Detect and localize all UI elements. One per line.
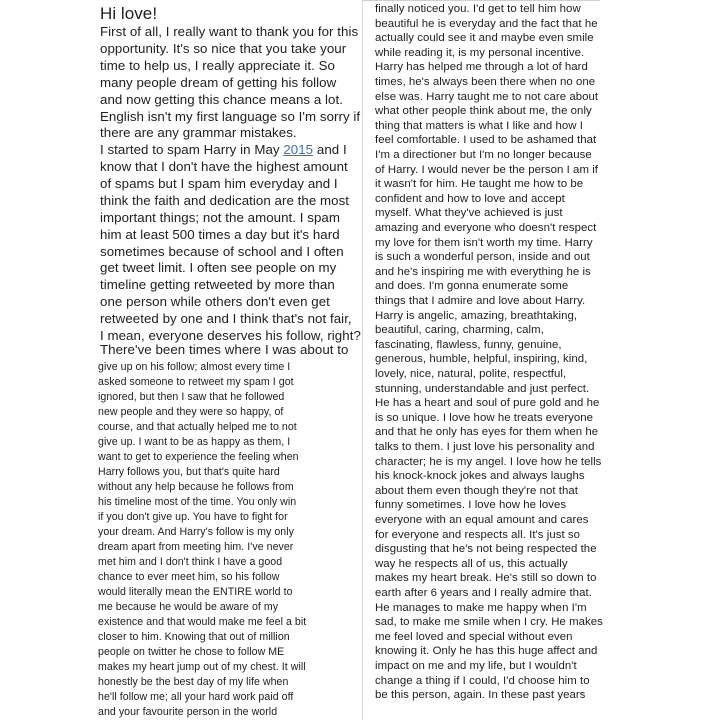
text-line: be this person, again. In these past years	[375, 689, 586, 702]
text-line: would literally mean the ENTIRE world to	[98, 586, 293, 598]
text-line: and your favourite person in the world	[98, 706, 278, 718]
text-line: I mean, everyone deserves his follow, right?	[100, 328, 361, 343]
text-line: course, and that actually helped me to not	[98, 421, 297, 433]
text-line: everyone with an equal amount and cares	[375, 514, 589, 526]
text-line: funny sometimes. I love how he loves	[375, 499, 567, 512]
text-line: dream apart from meeting him. I've never	[98, 541, 294, 553]
text-line: for everyone and respects all. It's just so	[375, 528, 581, 541]
text-line: actually could see it and maybe even smile	[375, 32, 594, 45]
text-line: there are any grammar mistakes.	[100, 125, 297, 141]
text-line: change a thing if I could, I'd choose him to	[375, 674, 590, 687]
text-line: confident and how to love and accept	[375, 192, 565, 205]
text-line: think the faith and dedication are the most	[100, 192, 350, 208]
text-line: sometimes because of school and I often	[100, 243, 344, 259]
text-line: important things; not the amount. I spam	[100, 209, 340, 225]
text-line: new people and they were so happy, of	[98, 406, 284, 418]
text-line: earth after 6 years and I really admire that.	[375, 587, 592, 599]
text-line: it wasn't for him. He taught me how to be	[375, 178, 584, 191]
text-line: and does. I'm gonna enumerate some	[375, 280, 569, 293]
text-line: sad, to make me smile when I cry. He makes	[375, 616, 603, 629]
right-column	[362, 0, 601, 720]
text-line: First of all, I really want to thank you for this	[100, 24, 359, 39]
text-line: beautiful, caring, charming, calm,	[375, 324, 544, 337]
text-line: stunning, understandable and just perfect.	[375, 382, 590, 395]
text-line: without any help because he follows from	[98, 481, 294, 493]
text-line: impact on me and my life, but I wouldn't	[375, 660, 577, 672]
text-line: way he respects all of us, this actually	[375, 557, 568, 570]
text-line: about them even though they're not that	[375, 484, 578, 497]
text-line: generous, humble, helpful, inspiring, kind,	[375, 353, 588, 366]
may-2015-text: I started to spam Harry in May	[100, 142, 284, 157]
text-line: retweeted by one and I think that's not fair,	[100, 311, 352, 327]
text-line: lovely, nice, natural, polite, respectful,	[375, 368, 567, 380]
text-line: he'll follow me; all your hard work paid off	[98, 691, 294, 703]
text-line: is so unique. I love how he treats everyone	[375, 411, 594, 424]
text-line: and he's inspiring me with everything he is	[375, 265, 591, 278]
text-line: know that I don't have the highest amount	[100, 159, 348, 174]
text-line: myself. What they've achieved is just	[375, 207, 563, 220]
text-line: of spams but I spam him everyday and I	[100, 175, 338, 191]
text-line: his timeline most of the time. You only win	[98, 496, 297, 508]
text-line: existence and that would make me feel a bit	[98, 616, 307, 628]
text-line: else was. Harry taught me to not care about	[375, 90, 599, 103]
text-line: There've been times where I was about to	[100, 342, 349, 357]
text-line: is such a wonderful person, inside and out	[375, 251, 590, 264]
text-line: timeline getting retweeted by more than	[100, 277, 335, 293]
text-line: many people dream of getting his follow	[100, 74, 337, 90]
text-line: your dream. And Harry's follow is my only	[98, 526, 295, 538]
text-line: and now getting this chance means a lot.	[100, 91, 343, 107]
text-line: his knock-knock jokes and always laughs	[375, 470, 585, 483]
text-line: Harry follows you, but that's quite hard	[98, 466, 280, 478]
text-line: Harry has helped me through a lot of hard	[375, 61, 588, 74]
text-line: amazing and everyone who doesn't respect	[375, 222, 597, 234]
text-line: I'm a directioner but I'm no longer because	[375, 149, 592, 161]
text-line: thing that matters is what I like and how I	[375, 119, 583, 132]
text-line: if you don't give up. You have to fight for	[98, 511, 288, 523]
text-line: Harry is angelic, amazing, breathtaking,	[375, 309, 578, 322]
text-line: get tweet limit. I often see people on my	[100, 260, 337, 276]
text-line: closer to him. Knowing that out of million	[98, 631, 290, 643]
text-line: of Harry. I would never be the person I am if	[375, 163, 598, 176]
text-line: him at least 500 times a day but it's hard	[100, 226, 340, 242]
may-2015-line	[100, 142, 347, 157]
text-line: give up. I want to be as happy as them, I	[98, 436, 291, 448]
text-line: makes my heart break. He's still so down to	[375, 572, 597, 585]
text-line: time to help us, I really appreciate it. So	[100, 57, 335, 73]
text-line: want to get to experience the feeling when	[98, 451, 299, 463]
text-line: my love for them isn't worth my time. Harry	[375, 236, 593, 249]
text-line: while reading it, is my personal incentive.	[375, 46, 585, 59]
text-line: character; he is my angel. I love how he tells	[375, 455, 602, 468]
may-2015-text-end: and I	[313, 142, 347, 157]
text-line: asked someone to retweet my spam I got	[98, 376, 294, 388]
text-line: what other people think about me, the only	[375, 105, 592, 118]
text-line: honestly be the best day of my life when	[98, 676, 289, 688]
text-line: give up on his follow; almost every time I	[98, 361, 291, 373]
year-2015-link[interactable]: 2015	[283, 142, 314, 157]
text-line: opportunity. It's so nice that you take your	[100, 40, 347, 56]
text-line: things that I admire and love about Harry.	[375, 295, 586, 307]
text-line: and that he only has eyes for them when he	[375, 426, 599, 439]
text-line: finally noticed you. I'd get to tell him how	[375, 3, 581, 15]
text-line: beautiful he is everyday and the fact that he	[375, 17, 598, 30]
text-line: people on twitter he chose to follow ME	[98, 646, 285, 658]
text-line: met him and I don't think I have a good	[98, 556, 283, 568]
text-line: He has a heart and soul of pure gold and he	[375, 397, 600, 410]
text-line: ignored, but then I saw that he followed	[98, 391, 285, 403]
text-line: disgusting that he's not being respected the	[375, 543, 597, 556]
text-line: fascinating, flawless, funny, genuine,	[375, 338, 562, 351]
text-line: one person while others don't even get	[100, 294, 330, 310]
text-line: times, he's always been there when no one	[375, 76, 596, 88]
text-line: talks to them. I just love his personality and	[375, 441, 595, 453]
text-line: English isn't my first language so I'm sorry if	[100, 108, 361, 124]
greeting: Hi love!	[100, 4, 158, 23]
text-line: He manages to make me happy when I'm	[375, 601, 587, 614]
text-line: knowing it. Only he has this huge affect and	[375, 645, 598, 658]
text-line: chance to ever meet him, so his follow	[98, 571, 280, 583]
text-line: me feel loved and special without even	[375, 630, 573, 643]
text-line: makes my heart jump out of my chest. It will	[98, 661, 306, 673]
text-line: feel comfortable. I used to be ashamed that	[375, 134, 597, 147]
text-line: me because he would be aware of my	[98, 601, 279, 613]
